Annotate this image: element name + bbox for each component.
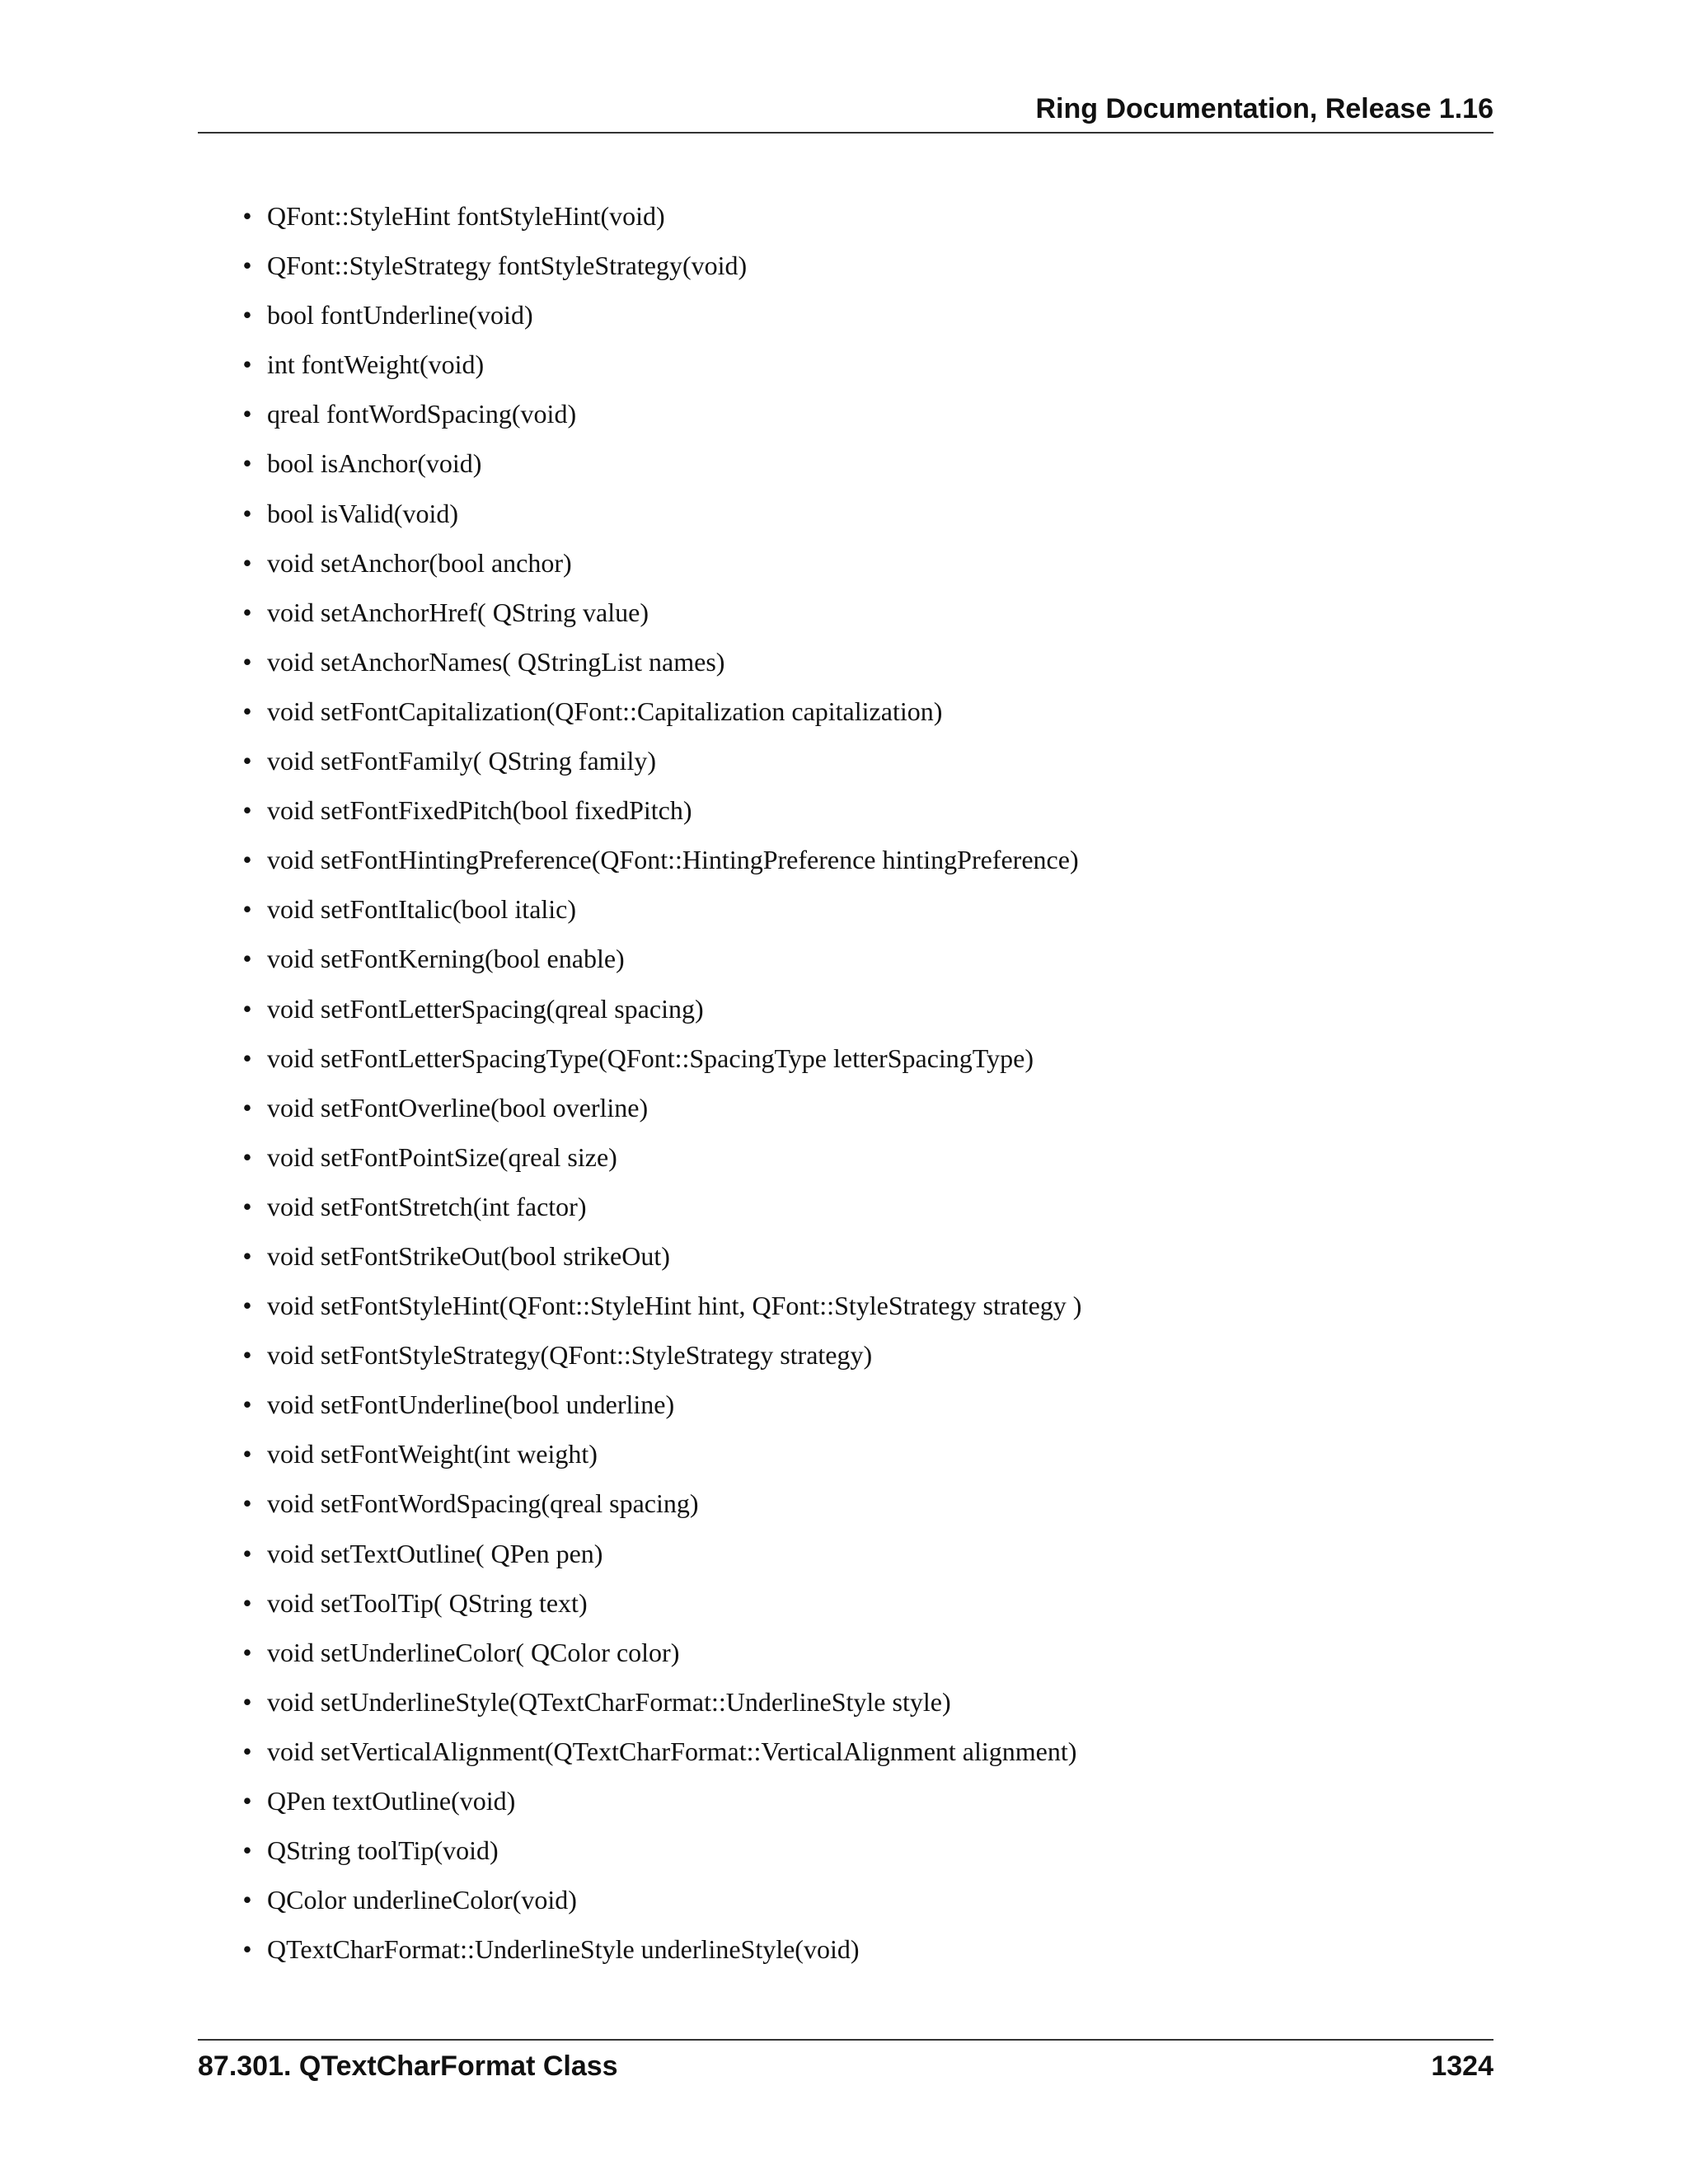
method-item: [239, 194, 1081, 244]
bullet-icon: •: [242, 448, 252, 479]
method-item: [239, 937, 1081, 987]
document-title: Ring Documentation, Release 1.16: [1035, 93, 1493, 124]
method-item: [239, 1829, 1081, 1878]
bullet-icon: •: [242, 795, 252, 826]
method-item: [239, 1532, 1081, 1582]
bullet-icon: •: [242, 1488, 252, 1519]
method-signature: void setFontStrikeOut(bool strikeOut): [267, 1240, 670, 1271]
method-signature: void setUnderlineColor( QColor color): [267, 1637, 680, 1667]
method-signature: void setFontCapitalization(QFont::Capitalization capitalization): [267, 696, 943, 726]
method-item: [239, 1235, 1081, 1284]
method-signature: void setFontStyleStrategy(QFont::StyleStrategy strategy): [267, 1340, 873, 1371]
method-item: [239, 293, 1081, 343]
method-item: [239, 492, 1081, 541]
bullet-icon: •: [242, 993, 252, 1024]
section-title: 87.301. QTextCharFormat Class: [198, 2050, 618, 2082]
method-item: [239, 1631, 1081, 1680]
method-item: [239, 1284, 1081, 1333]
method-item: [239, 442, 1081, 491]
method-signature: void setFontWordSpacing(qreal spacing): [267, 1488, 699, 1519]
method-signature: void setFontStretch(int factor): [267, 1191, 587, 1221]
method-item: [239, 640, 1081, 690]
bullet-icon: •: [242, 201, 252, 231]
method-item: [239, 1333, 1081, 1383]
method-item: [239, 1086, 1081, 1136]
page-footer: [198, 2039, 1493, 2090]
method-signature: void setFontLetterSpacingType(QFont::SpacingType letterSpacingType): [267, 1043, 1034, 1073]
method-signature: QFont::StyleStrategy fontStyleStrategy(void): [267, 251, 748, 281]
method-item: [239, 1185, 1081, 1235]
method-item: [239, 1928, 1081, 1977]
method-item: [239, 1582, 1081, 1631]
bullet-icon: •: [242, 894, 252, 925]
bullet-icon: •: [242, 1439, 252, 1469]
method-signature: void setUnderlineStyle(QTextCharFormat::UnderlineStyle style): [267, 1686, 951, 1717]
method-signature: qreal fontWordSpacing(void): [267, 399, 577, 429]
method-signature: void setAnchorNames( QStringList names): [267, 646, 725, 677]
method-item: [239, 392, 1081, 442]
method-item: [239, 1878, 1081, 1928]
method-signature: void setFontHintingPreference(QFont::HintingPreference hintingPreference): [267, 845, 1079, 875]
method-item: [239, 1432, 1081, 1482]
method-item: [239, 1383, 1081, 1432]
method-item: [239, 1779, 1081, 1829]
bullet-icon: •: [242, 1191, 252, 1221]
method-item: [239, 1730, 1081, 1779]
method-item: [239, 789, 1081, 838]
method-signature: void setToolTip( QString text): [267, 1587, 588, 1618]
method-signature: QString toolTip(void): [267, 1835, 499, 1866]
method-signature: void setFontFixedPitch(bool fixedPitch): [267, 795, 692, 826]
method-signature: void setFontStyleHint(QFont::StyleHint hint, QFont::StyleStrategy strategy ): [267, 1291, 1082, 1321]
method-item: [239, 987, 1081, 1037]
method-list: [239, 194, 1081, 1977]
method-signature: void setFontFamily( QString family): [267, 746, 656, 776]
bullet-icon: •: [242, 646, 252, 677]
bullet-icon: •: [242, 696, 252, 726]
method-signature: void setFontItalic(bool italic): [267, 894, 577, 925]
bullet-icon: •: [242, 300, 252, 330]
method-signature: void setTextOutline( QPen pen): [267, 1538, 603, 1568]
method-signature: QFont::StyleHint fontStyleHint(void): [267, 201, 665, 231]
bullet-icon: •: [242, 746, 252, 776]
method-signature: QTextCharFormat::UnderlineStyle underlineStyle(void): [267, 1934, 860, 1965]
bullet-icon: •: [242, 1340, 252, 1371]
bullet-icon: •: [242, 1390, 252, 1420]
bullet-icon: •: [242, 1538, 252, 1568]
bullet-icon: •: [242, 1786, 252, 1816]
bullet-icon: •: [242, 349, 252, 380]
page-header: [198, 91, 1493, 134]
method-signature: void setFontKerning(bool enable): [267, 944, 625, 974]
method-item: [239, 739, 1081, 789]
method-item: [239, 888, 1081, 937]
method-signature: void setVerticalAlignment(QTextCharFormat::VerticalAlignment alignment): [267, 1736, 1077, 1766]
method-signature: void setFontWeight(int weight): [267, 1439, 598, 1469]
bullet-icon: •: [242, 1291, 252, 1321]
bullet-icon: •: [242, 1240, 252, 1271]
bullet-icon: •: [242, 251, 252, 281]
method-item: [239, 591, 1081, 640]
bullet-icon: •: [242, 944, 252, 974]
bullet-icon: •: [242, 399, 252, 429]
method-signature: void setFontOverline(bool overline): [267, 1092, 649, 1122]
method-signature: void setAnchor(bool anchor): [267, 547, 572, 578]
method-signature: bool isValid(void): [267, 498, 458, 528]
bullet-icon: •: [242, 1141, 252, 1172]
bullet-icon: •: [242, 547, 252, 578]
method-item: [239, 1136, 1081, 1185]
method-item: [239, 1482, 1081, 1531]
bullet-icon: •: [242, 597, 252, 627]
bullet-icon: •: [242, 1043, 252, 1073]
bullet-icon: •: [242, 1686, 252, 1717]
bullet-icon: •: [242, 1885, 252, 1915]
method-signature: void setFontLetterSpacing(qreal spacing): [267, 993, 704, 1024]
page-number: 1324: [1431, 2050, 1493, 2082]
bullet-icon: •: [242, 1835, 252, 1866]
method-item: [239, 690, 1081, 739]
method-item: [239, 541, 1081, 591]
bullet-icon: •: [242, 845, 252, 875]
method-signature: void setFontUnderline(bool underline): [267, 1390, 675, 1420]
method-signature: QPen textOutline(void): [267, 1786, 516, 1816]
method-signature: void setFontPointSize(qreal size): [267, 1141, 617, 1172]
method-item: [239, 244, 1081, 293]
method-item: [239, 1680, 1081, 1730]
bullet-icon: •: [242, 1736, 252, 1766]
method-signature: int fontWeight(void): [267, 349, 485, 380]
bullet-icon: •: [242, 1637, 252, 1667]
method-item: [239, 1037, 1081, 1086]
bullet-icon: •: [242, 1092, 252, 1122]
method-signature: QColor underlineColor(void): [267, 1885, 577, 1915]
method-item: [239, 838, 1081, 888]
method-signature: bool isAnchor(void): [267, 448, 482, 479]
method-signature: bool fontUnderline(void): [267, 300, 533, 330]
bullet-icon: •: [242, 1934, 252, 1965]
bullet-icon: •: [242, 498, 252, 528]
bullet-icon: •: [242, 1587, 252, 1618]
method-signature: void setAnchorHref( QString value): [267, 597, 649, 627]
method-item: [239, 343, 1081, 392]
